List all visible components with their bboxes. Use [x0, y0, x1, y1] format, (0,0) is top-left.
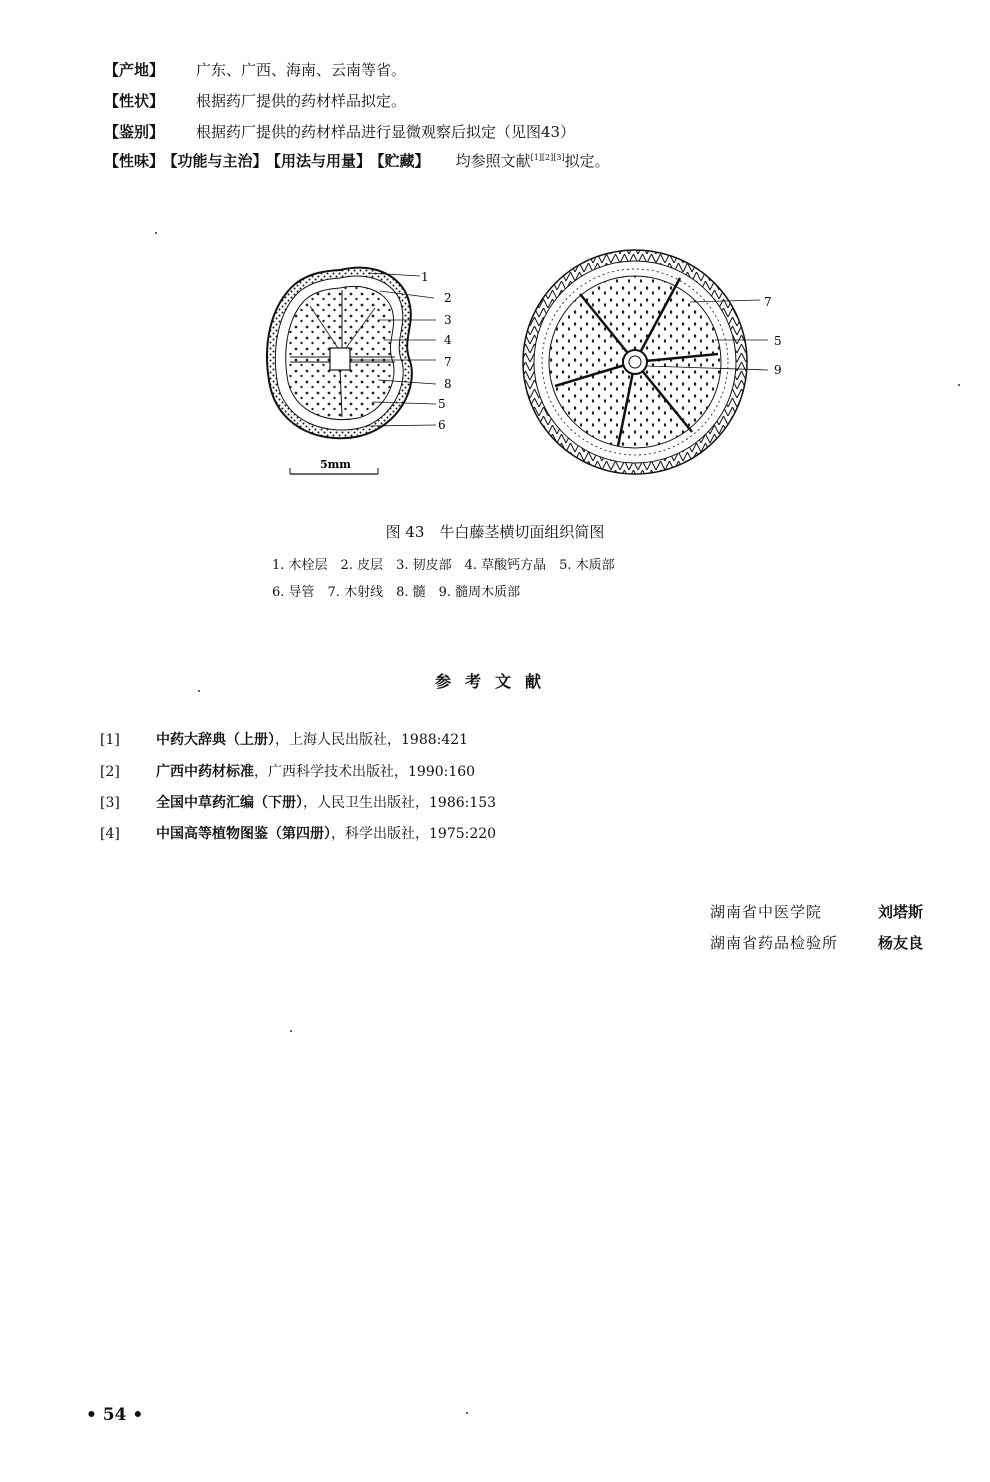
entry-identification: [104, 122, 575, 142]
entry-text: 根据药厂提供的药材样品进行显微观察后拟定（见图43）: [196, 123, 576, 141]
scan-speck: [290, 1030, 292, 1032]
entry-properties: [104, 151, 610, 171]
entry-text-end: 拟定。: [564, 152, 610, 170]
figure-label-9-right: 9: [774, 363, 782, 377]
entry-label-group: [104, 151, 430, 171]
author-institution: 湖南省中医学院: [710, 903, 823, 921]
author-line: [710, 901, 923, 922]
stem-cross-section-figure: [260, 236, 820, 506]
entry-text: 广东、广西、海南、云南等省。: [196, 61, 407, 79]
entry-label: 【鉴别】: [104, 123, 165, 141]
reference-title: 中国高等植物图鉴（第四册）: [156, 826, 331, 842]
figure-caption: 图 43 牛白藤茎横切面组织简图: [385, 523, 605, 541]
entry-label: 【用法与用量】: [273, 152, 372, 170]
author-name: 杨友良: [878, 934, 924, 952]
figure-label-3: 3: [444, 313, 452, 327]
reference-number: [1]: [100, 732, 120, 748]
figure-label-5: 5: [438, 397, 446, 411]
scan-speck: [155, 232, 157, 234]
reference-detail: ，广西科学技术出版社，1990:160: [254, 764, 476, 780]
entry-origin: [104, 60, 406, 80]
scan-speck: [198, 690, 200, 692]
entry-label: 【产地】: [104, 61, 165, 79]
reference-item: [100, 729, 468, 749]
figure-label-5-right: 5: [774, 334, 782, 348]
scan-speck: [958, 384, 960, 386]
figure-label-8: 8: [444, 377, 452, 391]
reference-title: 中药大辞典（上册）: [156, 732, 275, 748]
entry-label: 【贮藏】: [377, 152, 430, 170]
small-stem-section: [267, 268, 452, 474]
entry-label: 【性味】: [104, 152, 165, 170]
figure-label-6: 6: [438, 418, 446, 432]
entry-text: 均参照文献: [455, 152, 531, 170]
scale-bar-label: 5mm: [320, 458, 351, 471]
figure-legend-line-2: 6. 导管 7. 木射线 8. 髓 9. 髓周木质部: [272, 585, 521, 600]
figure-label-2: 2: [444, 291, 452, 305]
reference-number: [3]: [100, 795, 120, 811]
figure-label-4: 4: [444, 333, 452, 347]
entry-label: 【功能与主治】: [170, 152, 268, 170]
author-institution: 湖南省药品检验所: [710, 934, 839, 952]
page-number: • 54 •: [86, 1405, 144, 1425]
author-name: 刘塔斯: [878, 903, 924, 921]
scan-speck: [466, 1412, 468, 1414]
figure-label-1: 1: [421, 270, 429, 284]
reference-item: [100, 792, 496, 812]
reference-item: [100, 761, 475, 781]
entry-label: 【性状】: [104, 92, 165, 110]
reference-title: 全国中草药汇编（下册）: [156, 795, 303, 811]
reference-detail: ，人民卫生出版社，1986:153: [303, 795, 497, 811]
figure-label-7-right: 7: [764, 295, 772, 309]
reference-detail: ，科学出版社，1975:220: [331, 826, 497, 842]
reference-detail: ，上海人民出版社，1988:421: [275, 732, 469, 748]
author-line: [710, 932, 923, 953]
reference-number: [2]: [100, 764, 120, 780]
citation-superscript: [1][2][3]: [530, 153, 565, 162]
entry-text: 根据药厂提供的药材样品拟定。: [196, 92, 407, 110]
references-heading: 参考文献: [434, 672, 555, 691]
reference-title: 广西中药材标准: [156, 764, 254, 780]
reference-number: [4]: [100, 826, 120, 842]
figure-label-7: 7: [444, 355, 452, 369]
large-stem-section: [523, 250, 782, 474]
figure-legend-line-1: 1. 木栓层 2. 皮层 3. 韧皮部 4. 草酸钙方晶 5. 木质部: [272, 558, 615, 573]
entry-character: [104, 91, 406, 111]
reference-item: [100, 823, 496, 843]
